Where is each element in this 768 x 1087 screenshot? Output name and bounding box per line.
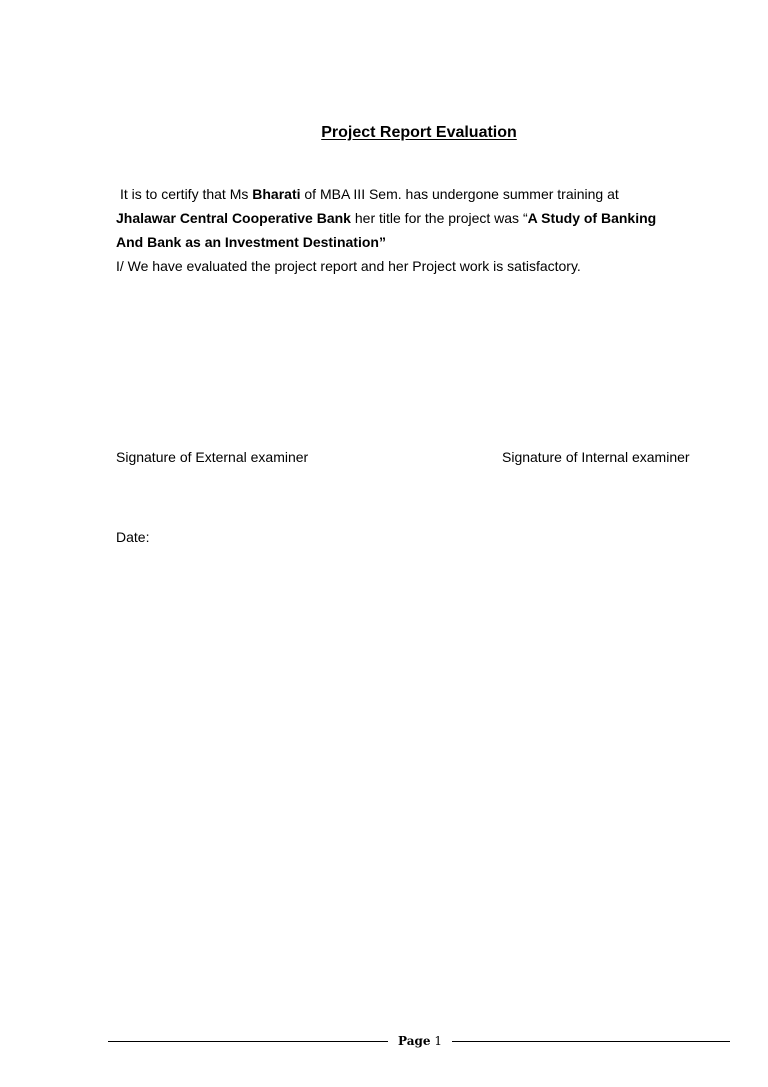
certification-paragraph [116, 182, 736, 278]
external-examiner-signature-label: Signature of External examiner [116, 449, 309, 465]
page-word: Page [398, 1034, 431, 1048]
paragraph-line-1 [116, 182, 736, 206]
student-name: Bharati [252, 186, 301, 202]
paragraph-line-2 [116, 206, 736, 230]
document-title: Project Report Evaluation [321, 124, 517, 141]
organization-name: Jhalawar Central Cooperative Bank [116, 210, 351, 226]
project-title-part1: A Study of Banking [527, 210, 657, 226]
footer-rule-left [108, 1041, 388, 1042]
project-title-part2: And Bank as an Investment Destination” [116, 234, 386, 250]
page-number-label [398, 1031, 442, 1051]
date-label: Date: [116, 529, 150, 545]
page-footer [108, 1031, 730, 1051]
line1-prefix-text: It is to certify that Ms [120, 186, 253, 202]
footer-rule-right [452, 1041, 730, 1042]
page-number: 1 [434, 1034, 442, 1048]
line2-middle-text: her title for the project was “ [350, 210, 528, 226]
line1-suffix-text: of MBA III Sem. has undergone summer training at [300, 186, 619, 202]
evaluation-statement: I/ We have evaluated the project report and her Project work is satisfactory. [116, 258, 581, 274]
internal-examiner-signature-label: Signature of Internal examiner [502, 449, 690, 465]
